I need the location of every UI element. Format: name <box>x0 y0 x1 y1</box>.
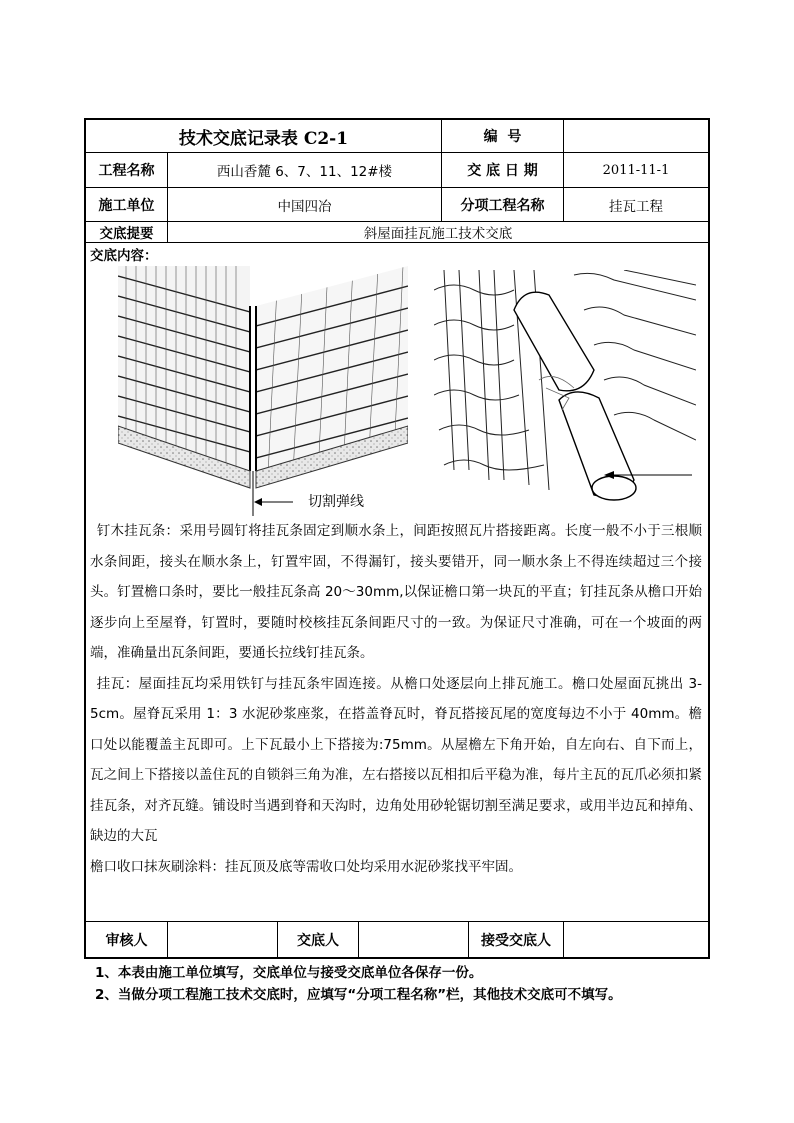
footnote-2: 2、当做分项工程施工技术交底时，应填写“分项工程名称”栏，其他技术交底可不填写。 <box>95 987 622 1003</box>
paragraph-batten: 钉木挂瓦条：采用号圆钉将挂瓦条固定到顺水条上，间距按照瓦片搭接距离。长度一般不小于三根顺水条间距，接头在顺水条上，钉置牢固，不得漏钉，接头要错开，同一顺水条上不得连续超过三个接头。钉置檐口条时，要比一般挂瓦条高 20～30mm,以保证檐口第一块瓦的平直；钉挂瓦条从檐口开始逐步向上至屋脊，钉置时，要随时校核挂瓦条间距尺寸的一致。为保证尺寸准确，可在一个坡面的两端，准确量出瓦条间距，要通长拉线钉挂瓦条。 <box>90 523 702 661</box>
date-label: 交 底 日 期 <box>467 163 538 179</box>
reviewer-signature[interactable] <box>168 922 277 957</box>
date-value[interactable]: 2011-11-1 <box>602 162 670 178</box>
content-paragraphs <box>90 516 702 882</box>
form-title: 技术交底记录表 C2-1 <box>178 128 349 149</box>
footnote-1: 1、本表由施工单位填写，交底单位与接受交底单位各保存一份。 <box>95 965 483 981</box>
discloser-signature[interactable] <box>359 922 468 957</box>
border-right <box>708 118 710 959</box>
summary-value[interactable]: 斜屋面挂瓦施工技术交底 <box>363 226 513 242</box>
project-label: 工程名称 <box>98 163 155 179</box>
row-rule <box>84 242 710 243</box>
summary-label: 交底提要 <box>99 226 154 242</box>
border-left <box>84 118 86 959</box>
paragraph-tiling: 挂瓦：屋面挂瓦均采用铁钉与挂瓦条牢固连接。从檐口处逐层向上排瓦施工。檐口处屋面瓦挑出 3-5cm。屋脊瓦采用 1：3 水泥砂浆座浆，在搭盖脊瓦时，脊瓦搭接瓦尾的宽度每边不小于 40mm。檐口处以能覆盖主瓦即可。上下瓦最小上下搭接为:75mm。从屋檐左下角开始，自左向右、自下而上，瓦之间上下搭接以盖住瓦的自锁斜三角为准，左右搭接以瓦相扣后平稳为准，每片主瓦的瓦爪必须扣紧挂瓦条，对齐瓦缝。铺设时当遇到脊和天沟时，边角处用砂轮锯切割至满足要求，或用半边瓦和掉角、缺边的大瓦 <box>90 675 702 844</box>
unit-label: 施工单位 <box>98 197 155 214</box>
reviewer-label: 审核人 <box>105 932 148 949</box>
cut-line-caption: 切割弹线 <box>308 494 364 510</box>
receiver-signature[interactable] <box>564 922 708 957</box>
number-label: 编 号 <box>483 129 522 145</box>
receiver-label: 接受交底人 <box>481 932 551 949</box>
unit-value[interactable]: 中国四冶 <box>277 198 332 215</box>
roof-cut-figure <box>118 266 408 516</box>
discloser-label: 交底人 <box>297 932 339 949</box>
subitem-value[interactable]: 挂瓦工程 <box>609 198 663 215</box>
number-value[interactable] <box>564 120 708 152</box>
subitem-label: 分项工程名称 <box>460 197 545 214</box>
project-value[interactable]: 西山香麓 6、7、11、12#楼 <box>216 164 393 180</box>
ridge-tile-figure <box>434 270 696 505</box>
paragraph-eave-finish: 檐口收口抹灰刷涂料：挂瓦顶及底等需收口处均采用水泥砂浆找平牢固。 <box>90 858 522 875</box>
content-label: 交底内容： <box>90 248 158 264</box>
border-bottom <box>84 957 710 959</box>
